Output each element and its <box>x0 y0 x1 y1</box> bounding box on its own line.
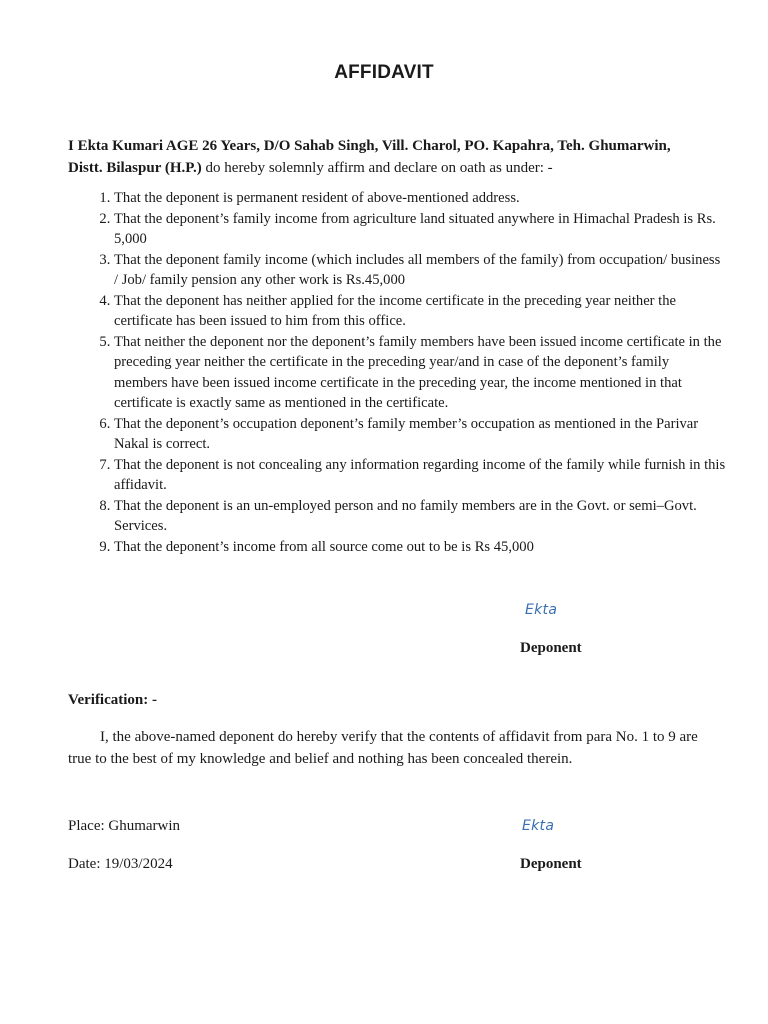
verification-heading: Verification: - <box>68 692 158 708</box>
place-line: Place: Ghumarwin <box>68 818 181 834</box>
intro-declaration: do hereby solemnly affirm and declare on oath as under: - <box>201 160 553 176</box>
clause-item: 8. That the deponent is an un-employed person and no family members are in the Govt. or semi–Govt. Services. <box>114 496 726 537</box>
verification-signature: Ekta <box>522 818 555 834</box>
clause-item: 1. That the deponent is permanent resident of above-mentioned address. <box>114 188 726 209</box>
clause-item: 3. That the deponent family income (which includes all members of the family) from occupation/ business / Job/ family pension any other work is Rs.45,000 <box>114 250 726 291</box>
clause-item: 2. That the deponent’s family income from agriculture land situated anywhere in Himachal Pradesh is Rs. 5,000 <box>114 209 726 250</box>
clause-item: 6. That the deponent’s occupation deponent’s family member’s occupation as mentioned in the Parivar Nakal is correct. <box>114 414 726 455</box>
intro-paragraph <box>68 135 708 179</box>
intro-declarant-details: I Ekta Kumari AGE 26 Years, D/O Sahab Singh, Vill. Charol, PO. Kapahra, Teh. Ghumarwin, Distt. Bilaspur (H.P.) <box>68 138 671 176</box>
deponent-signature: Ekta <box>525 602 558 618</box>
verification-deponent-label: Deponent <box>520 856 582 872</box>
clause-list <box>68 188 726 557</box>
date-line: Date: 19/03/2024 <box>68 856 173 872</box>
clause-item: 5. That neither the deponent nor the deponent’s family members have been issued income certificate in the preceding year neither the certificate in the preceding year/and in case of the deponent’s family members have been issued income certificate in the preceding year, the income mentioned in that certificate is exactly same as mentioned in the certificate. <box>114 332 726 414</box>
deponent-label: Deponent <box>520 640 582 656</box>
clause-item: 7. That the deponent is not concealing any information regarding income of the family while furnish in this affidavit. <box>114 455 726 496</box>
document-title: AFFIDAVIT <box>334 62 434 83</box>
clause-item: 9. That the deponent’s income from all source come out to be is Rs 45,000 <box>114 537 726 558</box>
verification-text: I, the above-named deponent do hereby verify that the contents of affidavit from para No. 1 to 9 are true to the best of my knowledge and belief and nothing has been concealed therein. <box>68 729 698 767</box>
clause-item: 4. That the deponent has neither applied for the income certificate in the preceding year neither the certificate has been issued to him from this office. <box>114 291 726 332</box>
